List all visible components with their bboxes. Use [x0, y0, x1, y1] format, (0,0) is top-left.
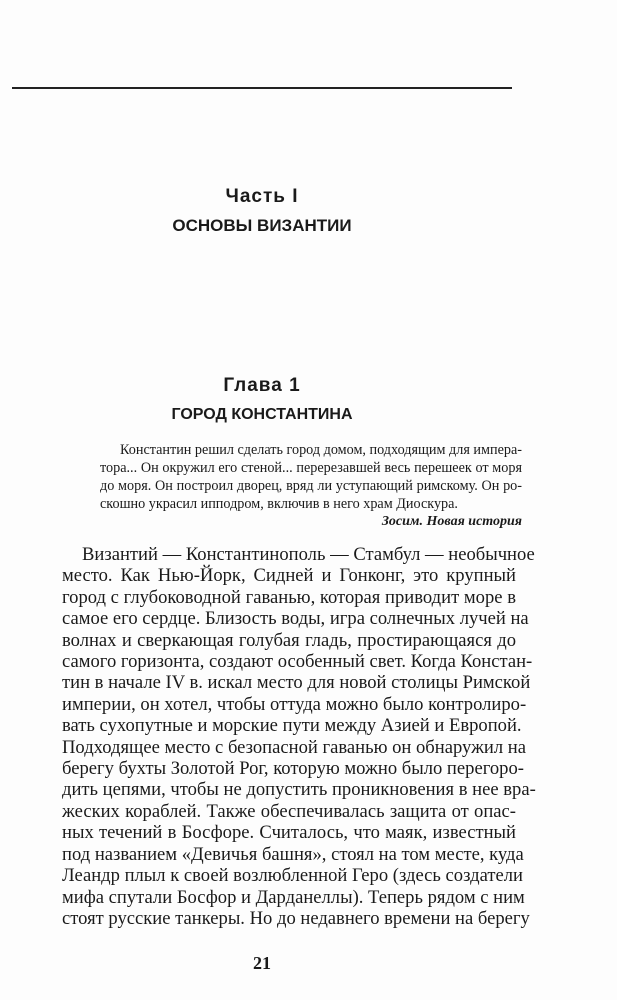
epigraph-attribution: Зосим. Новая история	[381, 514, 522, 529]
body-line: город с глубоководной гаванью, которая приводит море в	[62, 586, 516, 608]
header-rule	[12, 87, 512, 89]
epigraph-line: скошно украсил ипподром, включив в него храм Диоскура.	[100, 496, 458, 512]
body-line: берегу бухты Золотой Рог, которую можно было перегоро-	[62, 758, 524, 780]
body-line: Леандр плыл к своей возлюбленной Геро (здесь создатели	[62, 865, 523, 887]
body-line: волнах и сверкающая голубая гладь, простирающаяся до	[62, 629, 516, 651]
part-label: Часть I	[225, 186, 299, 207]
chapter-title: ГОРОД КОНСТАНТИНА	[171, 406, 353, 423]
page-number: 21	[253, 953, 271, 973]
body-text	[62, 544, 536, 929]
epigraph-line: до моря. Он построил дворец, вряд ли уступающий римскому. Он ро-	[100, 478, 522, 494]
body-line: тин в начале IV в. искал место для новой столицы Римской	[62, 672, 531, 694]
epigraph-line: тора... Он окружил его стеной... перерезавшей весь перешеек от моря	[100, 460, 522, 476]
epigraph-line: Константин решил сделать город домом, подходящим для импера-	[120, 442, 522, 458]
body-line: империи, он хотел, чтобы оттуда можно было контролиро-	[62, 693, 527, 715]
chapter-label: Глава 1	[223, 375, 301, 396]
body-line: вать сухопутные и морские пути между Азией и Европой.	[62, 715, 522, 737]
body-line: жеских кораблей. Также обеспечивалась защита от опас-	[62, 800, 516, 822]
body-line: стоят русские танкеры. Но до недавнего времени на берегу	[62, 907, 530, 929]
body-line: самое его сердце. Близость воды, игра солнечных лучей на	[62, 608, 529, 630]
body-line: мифа спутали Босфор и Дарданеллы). Теперь рядом с ним	[62, 886, 525, 908]
body-line: Подходящее место с безопасной гаванью он обнаружил на	[62, 736, 526, 758]
part-title: ОСНОВЫ ВИЗАНТИИ	[172, 216, 352, 235]
body-line: самого горизонта, создают особенный свет. Когда Констан-	[62, 651, 533, 673]
body-line: место. Как Нью-Йорк, Сидней и Гонконг, это крупный	[62, 565, 516, 587]
epigraph	[100, 441, 522, 513]
body-line: ных течений в Босфоре. Считалось, что маяк, известный	[62, 822, 516, 844]
body-line: под названием «Девичья башня», стоял на том месте, куда	[62, 843, 524, 865]
body-line: дить цепями, чтобы не допустить проникновения в нее вра-	[62, 779, 536, 801]
body-line: Византий — Константинополь — Стамбул — необычное	[82, 544, 535, 565]
